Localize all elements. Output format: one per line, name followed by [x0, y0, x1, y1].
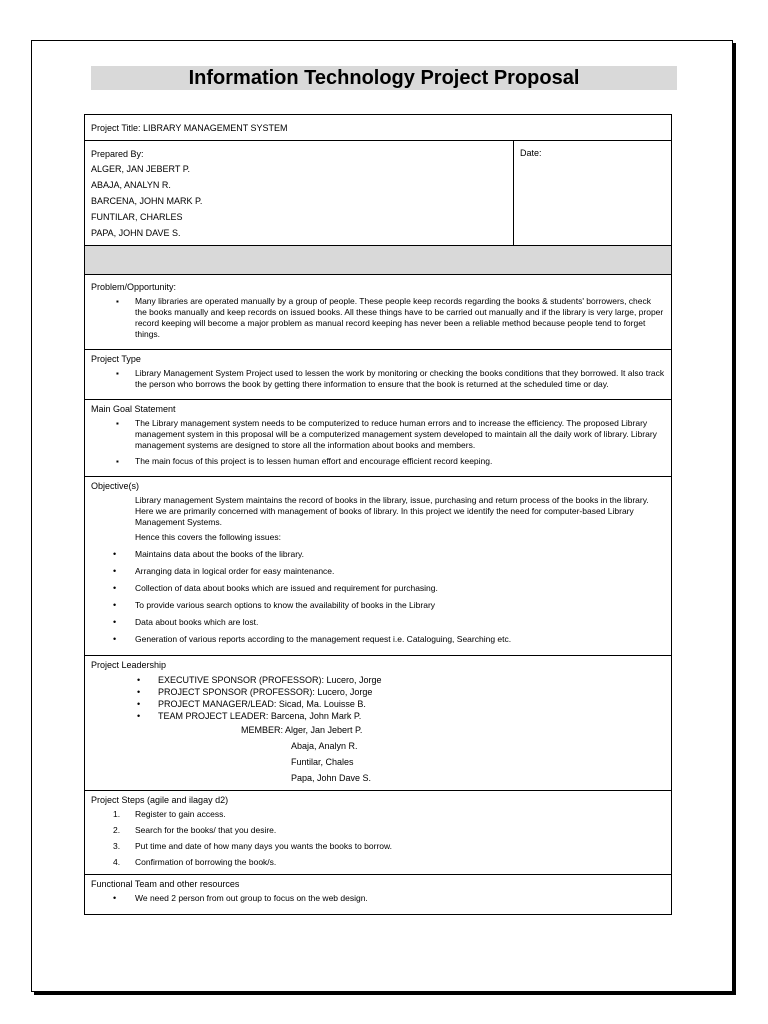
section-label: Main Goal Statement: [91, 404, 176, 414]
gray-divider-row: [85, 245, 671, 274]
step-text: Search for the books/ that you desire.: [135, 825, 277, 835]
list-item: • Data about books which are lost.: [91, 617, 665, 628]
objectives-section: [85, 476, 671, 655]
team-list: [91, 893, 665, 904]
leadership-section: [85, 655, 671, 790]
step-number: 1.: [113, 809, 121, 819]
project-title-row: Project Title: LIBRARY MANAGEMENT SYSTEM: [91, 123, 288, 133]
steps-section: [85, 790, 671, 874]
section-label: Problem/Opportunity:: [91, 282, 177, 292]
date-cell: Date:: [520, 148, 542, 158]
author-name: BARCENA, JOHN MARK P.: [91, 196, 203, 206]
list-item: [91, 838, 665, 854]
section-label: Project Type: [91, 354, 141, 364]
author-name: ABAJA, ANALYN R.: [91, 180, 171, 190]
document-title: Information Technology Project Proposal: [91, 66, 677, 90]
goal-section: [85, 399, 671, 476]
author-name: PAPA, JOHN DAVE S.: [91, 228, 181, 238]
member-name: Funtilar, Chales: [291, 757, 354, 767]
list-item: • Generation of various reports according to the management request i.e. Cataloguing, Searching etc.: [91, 634, 665, 645]
list-item: [91, 822, 665, 838]
list-item: • Collection of data about books which are issued and requirement for purchasing.: [91, 583, 665, 594]
list-item: • We need 2 person from out group to focus on the web design.: [91, 893, 665, 904]
prepared-by-cell: [85, 141, 514, 245]
member-label: MEMBER: Alger, Jan Jebert P.: [241, 725, 363, 735]
author-name: ALGER, JAN JEBERT P.: [91, 164, 191, 174]
steps-list: [91, 806, 665, 870]
step-number: 4.: [113, 857, 121, 867]
step-text: Put time and date of how many days you wants the books to borrow.: [135, 841, 393, 851]
step-number: 3.: [113, 841, 121, 851]
step-text: Register to gain access.: [135, 809, 226, 819]
document-page: [31, 40, 733, 992]
author-name: FUNTILAR, CHARLES: [91, 212, 183, 222]
list-item: • Maintains data about the books of the library.: [91, 549, 665, 560]
prepared-by-label: Prepared By:: [91, 149, 144, 159]
project-type-list: [91, 368, 665, 390]
goal-list: [91, 418, 665, 467]
section-label: Project Leadership: [91, 660, 167, 670]
problem-section: [85, 274, 671, 349]
member-name: Abaja, Analyn R.: [291, 741, 358, 751]
leadership-list: [91, 674, 665, 722]
list-item: • PROJECT MANAGER/LEAD: Sicad, Ma. Louisse B.: [91, 698, 665, 710]
step-number: 2.: [113, 825, 121, 835]
section-label: Project Steps (agile and ilagay d2): [91, 795, 229, 805]
list-item: • To provide various search options to know the availability of books in the Library: [91, 600, 665, 611]
section-label: Objective(s): [91, 481, 140, 491]
prepared-by-names: [91, 161, 507, 241]
objectives-list: [91, 549, 665, 645]
list-item: ▪ The main focus of this project is to lessen human effort and encourage efficient record keeping.: [91, 456, 665, 467]
step-text: Confirmation of borrowing the book/s.: [135, 857, 277, 867]
list-item: • EXECUTIVE SPONSOR (PROFESSOR): Lucero, Jorge: [91, 674, 665, 686]
prepared-by-row: [85, 140, 671, 245]
project-type-section: [85, 349, 671, 399]
section-label: Functional Team and other resources: [91, 879, 240, 889]
list-item: • PROJECT SPONSOR (PROFESSOR): Lucero, Jorge: [91, 686, 665, 698]
list-item: ▪ Library Management System Project used to lessen the work by monitoring or checking the books conditions that they borrowed. It also track the person who borrows the book by getting there information to ensure that the book is returned at the scheduled time or day.: [91, 368, 665, 390]
proposal-form: [84, 114, 672, 915]
list-item: • Arranging data in logical order for easy maintenance.: [91, 566, 665, 577]
problem-list: [91, 296, 665, 340]
team-section: [85, 874, 671, 914]
members-block: [91, 722, 665, 786]
objectives-intro-2: Hence this covers the following issues:: [135, 532, 281, 542]
objectives-intro: Library management System maintains the record of books in the library, issue, purchasing and return process of the books in the library. Here we are primarily concerned with management of books of library. In this project we identify the need for computer-based Library Management Systems.: [135, 495, 649, 527]
member-name: Papa, John Dave S.: [291, 773, 372, 783]
list-item: [91, 854, 665, 870]
list-item: ▪ The Library management system needs to be computerized to reduce human errors and to increase the efficiency. The proposed Library management system in this proposal will be a computerized management system developed to maintain all the daily work of library. Library management systems are designed to store all the information about books and members.: [91, 418, 665, 451]
list-item: • TEAM PROJECT LEADER: Barcena, John Mark P.: [91, 710, 665, 722]
list-item: ▪ Many libraries are operated manually by a group of people. These people keep records regarding the books & students' borrowers, check the books manually and keep records on issued books. All these things have to be carried out manually and if the library is very large, proper record keeping will become a major problem as manual record keeping has never been a reliable method because people tend to forget things.: [91, 296, 665, 340]
list-item: [91, 806, 665, 822]
